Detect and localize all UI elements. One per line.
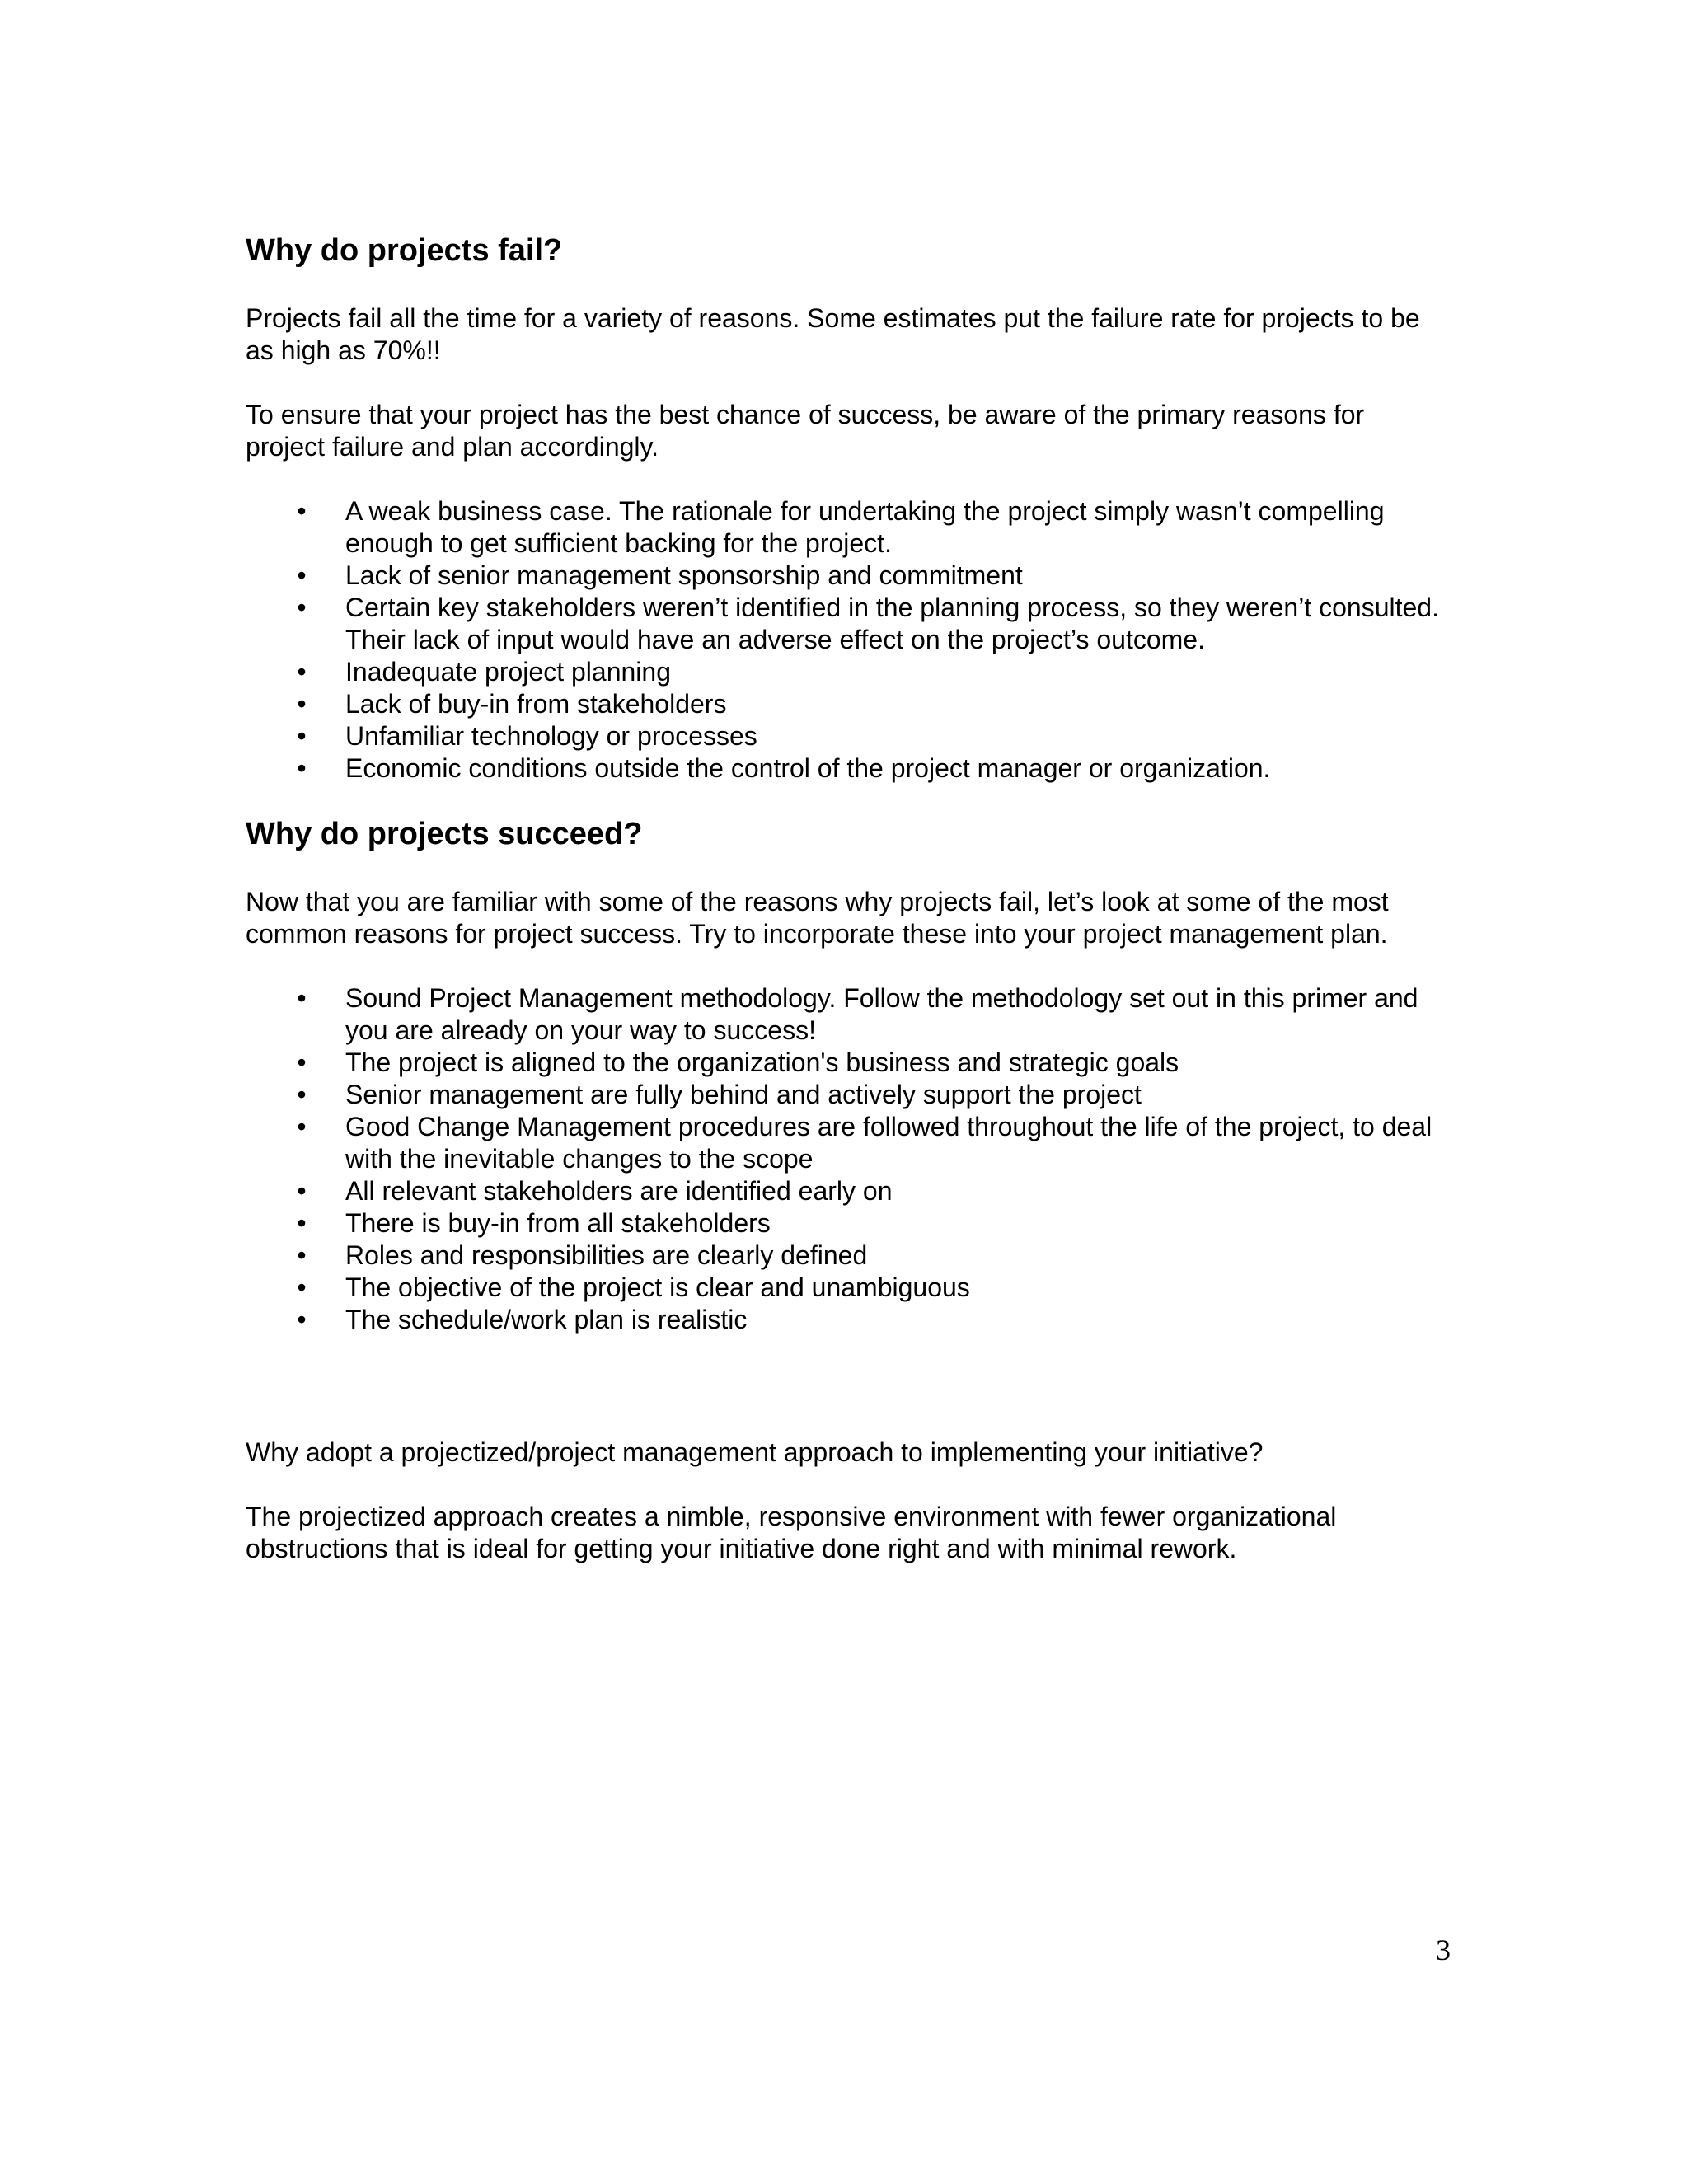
list-item: • Unfamiliar technology or processes bbox=[246, 720, 1449, 752]
list-item: • All relevant stakeholders are identified early on bbox=[246, 1175, 1449, 1207]
page-number: 3 bbox=[1436, 1933, 1451, 1966]
bullet-icon: • bbox=[297, 593, 307, 622]
list-item: • Good Change Management procedures are followed throughout the life of the project, to deal with the inevitable changes to the scope bbox=[246, 1111, 1449, 1175]
failure-reasons-list bbox=[246, 495, 1449, 785]
paragraph-why-adopt: Why adopt a projectized/project management approach to implementing your initiative? bbox=[246, 1437, 1264, 1467]
bullet-icon: • bbox=[297, 560, 307, 590]
list-item: • Lack of senior management sponsorship and commitment bbox=[246, 560, 1449, 592]
heading-why-fail: Why do projects fail? bbox=[246, 233, 563, 268]
list-item: • There is buy-in from all stakeholders bbox=[246, 1207, 1449, 1240]
heading-why-succeed: Why do projects succeed? bbox=[246, 817, 643, 851]
paragraph-projectized-approach: The projectized approach creates a nimble, responsive environment with fewer organizational obstructions that is ideal for getting your initiative done right and with minimal rework. bbox=[246, 1502, 1337, 1563]
page-content bbox=[246, 231, 1449, 1565]
bullet-icon: • bbox=[297, 753, 307, 783]
bullet-icon: • bbox=[297, 1240, 307, 1270]
paragraph-success-intro: Now that you are familiar with some of the reasons why projects fail, let’s look at some of the most common reasons for project success. Try to incorporate these into your project management plan. bbox=[246, 887, 1389, 949]
bullet-icon: • bbox=[297, 1305, 307, 1334]
success-reasons-list bbox=[246, 982, 1449, 1336]
list-item: • Senior management are fully behind and actively support the project bbox=[246, 1079, 1449, 1111]
paragraph-plan-accordingly: To ensure that your project has the best chance of success, be aware of the primary reasons for project failure and plan accordingly. bbox=[246, 400, 1365, 462]
bullet-icon: • bbox=[297, 689, 307, 719]
list-item: • Roles and responsibilities are clearly defined bbox=[246, 1240, 1449, 1272]
bullet-icon: • bbox=[297, 1112, 307, 1141]
list-item: • Sound Project Management methodology. Follow the methodology set out in this primer and you are already on your way to success! bbox=[246, 982, 1449, 1047]
list-item: • The project is aligned to the organization's business and strategic goals bbox=[246, 1047, 1449, 1079]
bullet-icon: • bbox=[297, 721, 307, 751]
bullet-icon: • bbox=[297, 1208, 307, 1238]
list-item: • A weak business case. The rationale for undertaking the project simply wasn’t compelling enough to get sufficient backing for the project. bbox=[246, 495, 1449, 560]
list-item: • Lack of buy-in from stakeholders bbox=[246, 688, 1449, 720]
bullet-icon: • bbox=[297, 1272, 307, 1302]
bullet-icon: • bbox=[297, 657, 307, 687]
list-item: • Certain key stakeholders weren’t identified in the planning process, so they weren’t consulted. Their lack of input would have an adverse effect on the project’s outcome. bbox=[246, 592, 1449, 656]
bullet-icon: • bbox=[297, 1176, 307, 1206]
list-item: • Economic conditions outside the control of the project manager or organization. bbox=[246, 752, 1449, 785]
list-item: • The objective of the project is clear and unambiguous bbox=[246, 1272, 1449, 1304]
bullet-icon: • bbox=[297, 496, 307, 526]
bullet-icon: • bbox=[297, 983, 307, 1013]
paragraph-failure-rate: Projects fail all the time for a variety of reasons. Some estimates put the failure rate for projects to be as high as 70%!! bbox=[246, 303, 1420, 365]
list-item: • The schedule/work plan is realistic bbox=[246, 1304, 1449, 1336]
bullet-icon: • bbox=[297, 1080, 307, 1109]
bullet-icon: • bbox=[297, 1047, 307, 1077]
list-item: • Inadequate project planning bbox=[246, 656, 1449, 688]
